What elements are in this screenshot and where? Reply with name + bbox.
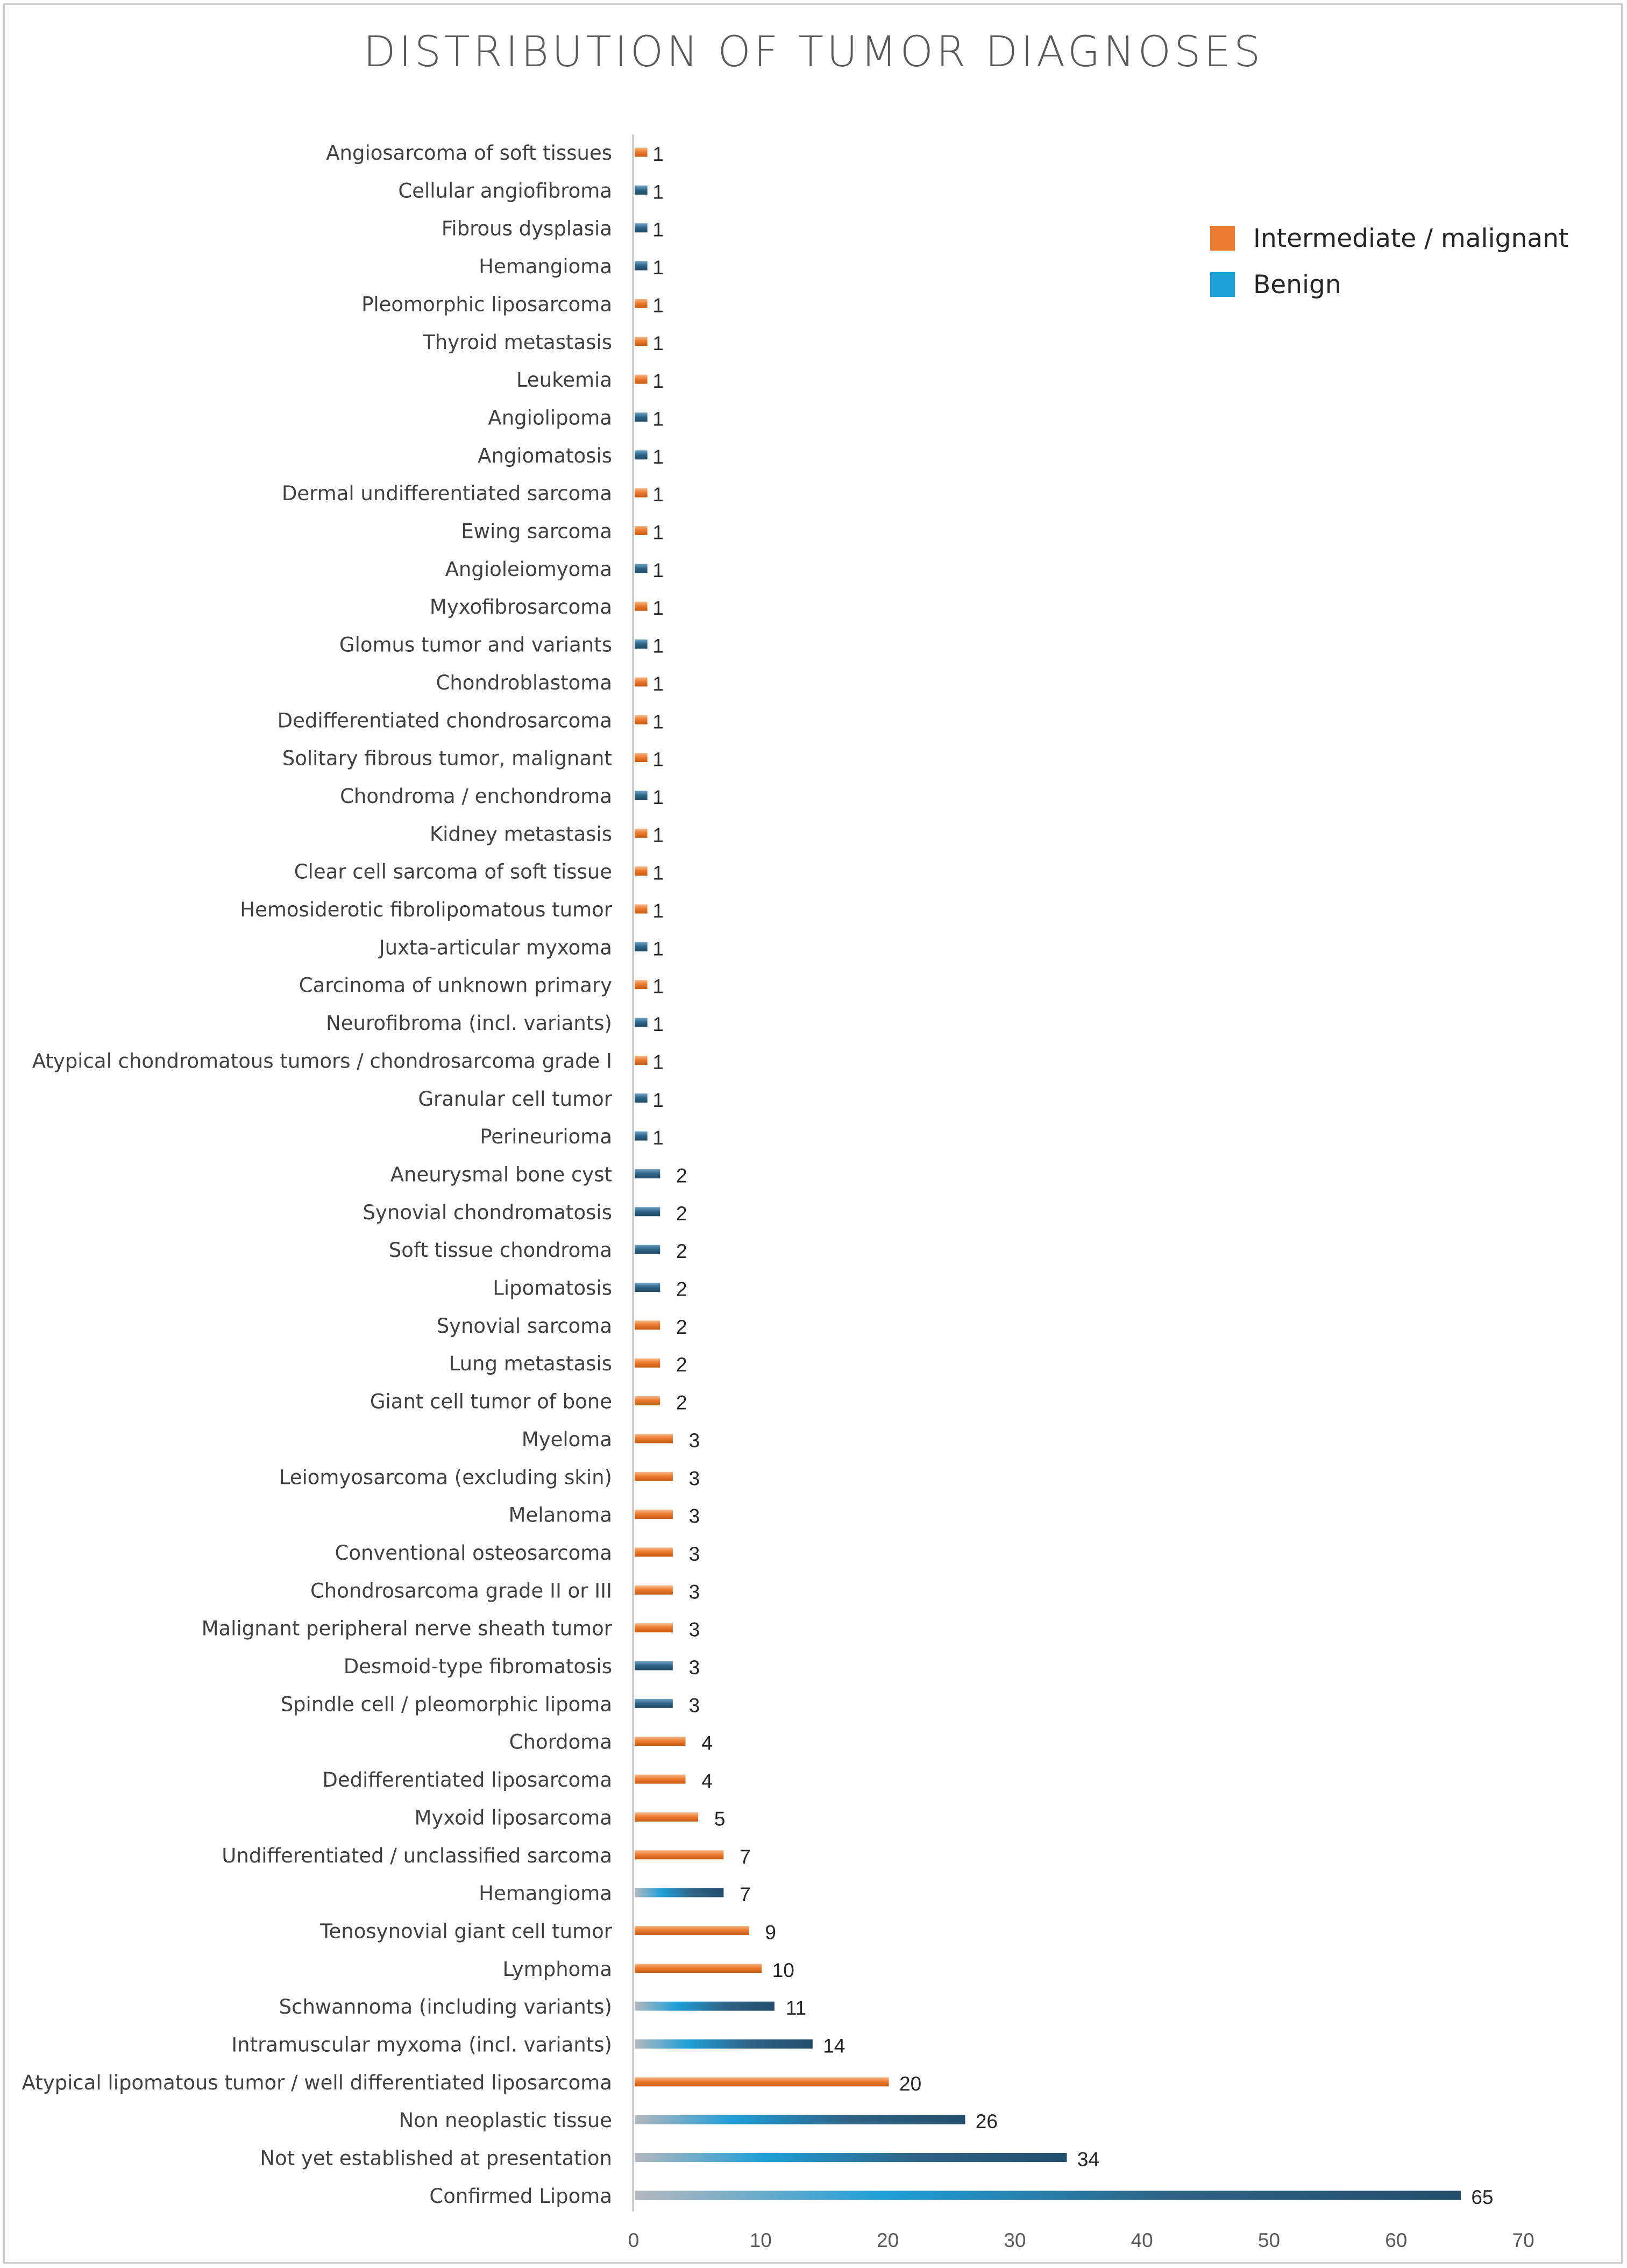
- legend-item-benign: [1210, 261, 1568, 308]
- category-label: Atypical lipomatous tumor / well differentiated liposarcoma: [22, 2071, 612, 2094]
- category-label: Tenosynovial giant cell tumor: [320, 1919, 612, 1943]
- data-label: 1: [652, 937, 664, 960]
- data-labels: [652, 143, 1493, 2208]
- category-label: Desmoid-type fibromatosis: [343, 1655, 612, 1678]
- bar: [635, 1888, 723, 1897]
- data-label: 1: [652, 672, 664, 695]
- category-label: Hemangioma: [479, 255, 612, 279]
- bar: [635, 1926, 749, 1935]
- category-label: Atypical chondromatous tumors / chondrosarcoma grade I: [32, 1049, 612, 1073]
- bar: [635, 1207, 660, 1216]
- data-label: 2: [676, 1164, 687, 1187]
- bar: [635, 2039, 813, 2049]
- data-label: 1: [652, 1051, 664, 1073]
- bars-layer: [635, 148, 1461, 2200]
- bar: [635, 1661, 673, 1670]
- legend-item-malignant: [1210, 215, 1568, 261]
- data-label: 1: [652, 408, 664, 430]
- data-label: 14: [823, 2035, 846, 2057]
- data-label: 2: [676, 1316, 687, 1338]
- bar: [635, 337, 648, 346]
- category-label: Intramuscular myxoma (incl. variants): [231, 2033, 612, 2057]
- data-label: 1: [652, 1127, 664, 1149]
- data-label: 3: [688, 1694, 700, 1717]
- category-label: Angioleiomyoma: [445, 557, 612, 581]
- category-label: Lung metastasis: [449, 1352, 612, 1376]
- category-labels: [22, 141, 613, 2208]
- bar: [635, 1699, 673, 1708]
- data-label: 1: [652, 370, 664, 393]
- data-label: 1: [652, 143, 664, 165]
- data-label: 3: [688, 1505, 700, 1527]
- bar: [635, 148, 648, 157]
- bar: [635, 905, 648, 914]
- data-label: 1: [652, 218, 664, 241]
- data-label: 1: [652, 294, 664, 317]
- category-label: Melanoma: [508, 1503, 612, 1527]
- bar: [635, 2115, 965, 2124]
- bar: [635, 1850, 723, 1859]
- category-label: Synovial sarcoma: [436, 1314, 612, 1338]
- category-label: Chondroblastoma: [436, 671, 612, 694]
- data-label: 1: [652, 786, 664, 808]
- bar: [635, 1396, 660, 1405]
- bar: [635, 1169, 660, 1178]
- x-tick-label: 50: [1257, 2229, 1281, 2251]
- category-label: Dedifferentiated chondrosarcoma: [277, 709, 612, 733]
- category-label: Pleomorphic liposarcoma: [361, 293, 612, 316]
- x-tick-label: 70: [1512, 2229, 1534, 2251]
- data-label: 1: [652, 824, 664, 847]
- bar: [635, 715, 648, 724]
- bar: [635, 450, 648, 459]
- data-label: 1: [652, 1013, 664, 1036]
- legend: [1210, 215, 1568, 308]
- category-label: Cellular angiofibroma: [398, 179, 612, 203]
- bar: [635, 1018, 648, 1027]
- bar: [635, 2002, 775, 2011]
- bar: [635, 375, 648, 384]
- x-tick-label: 40: [1131, 2229, 1153, 2251]
- data-label: 1: [652, 484, 664, 506]
- bar: [635, 1775, 686, 1784]
- bar: [635, 223, 648, 232]
- bar: [635, 1283, 660, 1292]
- x-tick-label: 20: [877, 2229, 899, 2251]
- data-label: 65: [1471, 2186, 1494, 2208]
- data-label: 10: [772, 1959, 794, 1981]
- bar: [635, 1547, 673, 1556]
- category-label: Myxofibrosarcoma: [429, 595, 612, 619]
- category-label: Leiomyosarcoma (excluding skin): [279, 1466, 612, 1489]
- legend-label-benign: Benign: [1253, 269, 1341, 300]
- category-label: Thyroid metastasis: [423, 330, 612, 354]
- data-label: 3: [688, 1581, 700, 1603]
- bar: [635, 791, 648, 800]
- data-label: 1: [652, 521, 664, 544]
- category-label: Dermal undifferentiated sarcoma: [281, 482, 612, 506]
- category-label: Soft tissue chondroma: [388, 1239, 612, 1262]
- bar: [635, 1359, 660, 1368]
- category-label: Fibrous dysplasia: [441, 217, 612, 240]
- data-label: 1: [652, 597, 664, 620]
- data-label: 5: [714, 1808, 726, 1830]
- data-label: 3: [688, 1618, 700, 1641]
- category-label: Perineurioma: [480, 1125, 612, 1149]
- bar: [635, 942, 648, 951]
- data-label: 2: [676, 1391, 687, 1414]
- bar: [635, 1132, 648, 1141]
- data-label: 2: [676, 1202, 687, 1225]
- category-label: Leukemia: [516, 368, 612, 392]
- data-label: 1: [652, 445, 664, 468]
- data-label: 1: [652, 635, 664, 657]
- legend-swatch-malignant: [1210, 226, 1235, 251]
- category-label: Giant cell tumor of bone: [370, 1390, 612, 1413]
- category-label: Schwannoma (including variants): [279, 1995, 612, 2019]
- bar: [635, 1623, 673, 1632]
- bar: [635, 299, 648, 308]
- bar: [635, 488, 648, 497]
- bar: [635, 2153, 1067, 2162]
- category-label: Angiolipoma: [488, 406, 612, 430]
- bar: [635, 677, 648, 686]
- data-label: 1: [652, 862, 664, 884]
- bar: [635, 980, 648, 989]
- legend-swatch-benign: [1210, 272, 1235, 297]
- x-tick-label: 10: [749, 2229, 772, 2251]
- category-label: Myeloma: [521, 1427, 612, 1451]
- bar: [635, 2077, 889, 2086]
- category-label: Undifferentiated / unclassified sarcoma: [222, 1844, 612, 1867]
- data-label: 7: [740, 1883, 751, 1906]
- category-label: Hemangioma: [479, 1882, 612, 1906]
- data-label: 2: [676, 1354, 687, 1376]
- category-label: Confirmed Lipoma: [429, 2184, 612, 2208]
- data-label: 3: [688, 1542, 700, 1565]
- category-label: Chordoma: [509, 1730, 612, 1754]
- bar: [635, 1320, 660, 1329]
- category-label: Dedifferentiated liposarcoma: [322, 1768, 612, 1792]
- category-label: Synovial chondromatosis: [363, 1200, 612, 1224]
- category-label: Kidney metastasis: [429, 822, 612, 846]
- category-label: Chondroma / enchondroma: [340, 784, 612, 808]
- category-label: Ewing sarcoma: [461, 520, 612, 543]
- data-label: 1: [652, 332, 664, 354]
- bar: [635, 602, 648, 611]
- bar: [635, 1434, 673, 1443]
- bar: [635, 1472, 673, 1481]
- chart-title: DISTRIBUTION OF TUMOR DIAGNOSES: [363, 28, 1264, 76]
- data-label: 3: [688, 1656, 700, 1679]
- data-label: 4: [701, 1770, 713, 1793]
- x-axis-ticks: [628, 2229, 1534, 2251]
- bar: [635, 866, 648, 876]
- category-label: Aneurysmal bone cyst: [390, 1163, 612, 1186]
- bar: [635, 1737, 686, 1746]
- category-label: Carcinoma of unknown primary: [299, 973, 612, 997]
- data-label: 1: [652, 710, 664, 733]
- data-label: 34: [1077, 2148, 1099, 2171]
- category-label: Angiosarcoma of soft tissues: [326, 141, 612, 165]
- category-label: Myxoid liposarcoma: [414, 1806, 612, 1830]
- category-label: Chondrosarcoma grade II or III: [310, 1579, 612, 1603]
- data-label: 3: [688, 1467, 700, 1490]
- bar: [635, 564, 648, 573]
- category-label: Hemosiderotic fibrolipomatous tumor: [240, 898, 612, 921]
- data-label: 11: [785, 1997, 807, 2020]
- bar: [635, 2191, 1461, 2200]
- data-label: 26: [975, 2110, 998, 2133]
- bar: [635, 1586, 673, 1595]
- data-label: 4: [701, 1732, 713, 1754]
- x-tick-label: 0: [628, 2229, 640, 2251]
- bar: [635, 829, 648, 838]
- data-label: 1: [652, 1089, 664, 1111]
- bar: [635, 639, 648, 649]
- data-label: 7: [740, 1845, 751, 1868]
- category-label: Angiomatosis: [478, 444, 612, 467]
- category-label: Malignant peripheral nerve sheath tumor: [201, 1617, 612, 1640]
- data-label: 1: [652, 748, 664, 771]
- x-tick-label: 60: [1385, 2229, 1408, 2251]
- bar: [635, 1510, 673, 1519]
- data-label: 9: [765, 1921, 776, 1944]
- data-label: 2: [676, 1278, 687, 1300]
- category-label: Non neoplastic tissue: [399, 2109, 612, 2132]
- category-label: Neurofibroma (incl. variants): [326, 1012, 612, 1035]
- data-label: 1: [652, 181, 664, 203]
- bar: [635, 186, 648, 195]
- category-label: Lipomatosis: [493, 1276, 612, 1300]
- data-label: 1: [652, 257, 664, 279]
- category-label: Granular cell tumor: [418, 1087, 612, 1111]
- bar: [635, 1056, 648, 1065]
- category-label: Lymphoma: [502, 1957, 612, 1981]
- category-label: Juxta-articular myxoma: [379, 936, 612, 959]
- bar: [635, 261, 648, 271]
- category-label: Spindle cell / pleomorphic lipoma: [280, 1693, 612, 1716]
- bar: [635, 1245, 660, 1254]
- data-label: 2: [676, 1240, 687, 1263]
- bar: [635, 753, 648, 762]
- data-label: 1: [652, 975, 664, 998]
- bar: [635, 1812, 698, 1822]
- data-label: 1: [652, 900, 664, 922]
- bar: [635, 1964, 762, 1973]
- data-label: 20: [899, 2072, 922, 2095]
- category-label: Conventional osteosarcoma: [335, 1541, 612, 1565]
- bar: [635, 413, 648, 422]
- x-tick-label: 30: [1004, 2229, 1026, 2251]
- data-label: 3: [688, 1429, 700, 1452]
- data-label: 1: [652, 559, 664, 581]
- category-label: Solitary fibrous tumor, malignant: [282, 746, 612, 770]
- legend-label-malignant: Intermediate / malignant: [1253, 223, 1569, 253]
- category-label: Not yet established at presentation: [260, 2146, 612, 2170]
- category-label: Clear cell sarcoma of soft tissue: [294, 860, 612, 884]
- bar: [635, 1093, 648, 1103]
- bar: [635, 526, 648, 535]
- category-label: Glomus tumor and variants: [339, 633, 612, 657]
